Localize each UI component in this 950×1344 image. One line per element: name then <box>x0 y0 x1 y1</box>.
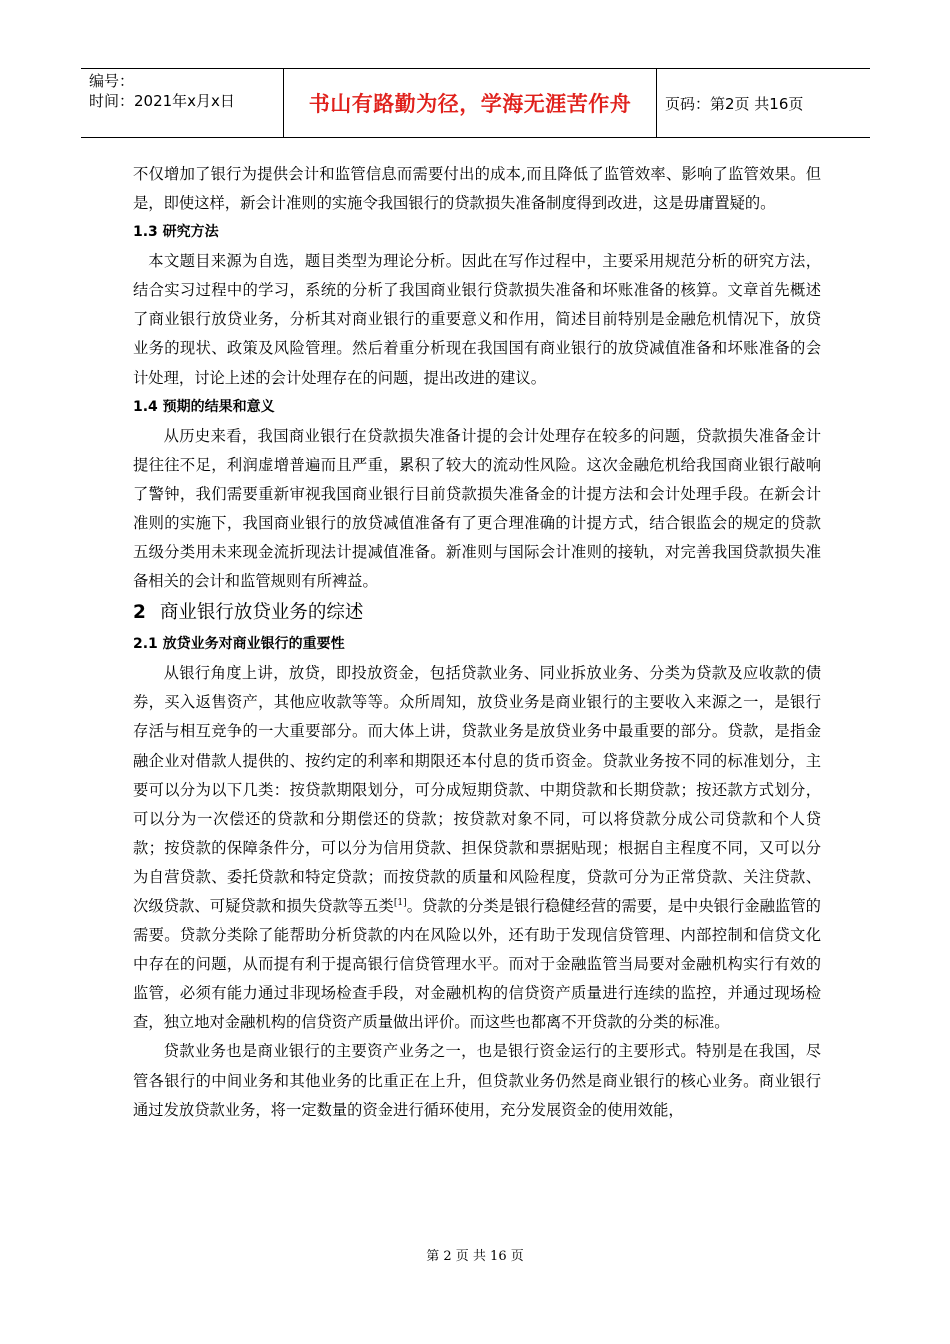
paragraph-loan-importance <box>133 659 821 1037</box>
paragraph-continued: 不仅增加了银行为提供会计和监管信息而需要付出的成本,而且降低了监管效率、影响了监管效果。但是，即使这样，新会计准则的实施令我国银行的贷款损失准备制度得到改进，这是毋庸置疑的。 <box>133 165 821 213</box>
paragraph-loan-core-business: 贷款业务也是商业银行的主要资产业务之一，也是银行资金运行的主要形式。特别是在我国，尽管各银行的中间业务和其他业务的比重正在上升，但贷款业务仍然是商业银行的核心业务。商业银行通过发放贷款业务，将一定数量的资金进行循环使用，充分发展资金的使用效能， <box>133 1042 821 1119</box>
heading-2-number: 2 <box>133 602 146 624</box>
heading-2-1: 2.1 放贷业务对商业银行的重要性 <box>133 636 345 653</box>
heading-1-4: 1.4 预期的结果和意义 <box>133 398 275 415</box>
number-label: 编号： <box>89 72 135 90</box>
paragraph-loan-importance-part2: 。贷款的分类是银行稳健经营的需要，是中央银行金融监管的需要。贷款分类除了能帮助分析贷款的内在风险以外，还有助于发现信贷管理、内部控制和信贷文化中存在的问题，从而提有利于提高银行信贷管理水平。而对于金融监管当局要对金融机构实行有效的监管，必须有能力通过非现场检查手段，对金融机构的信贷资产质量进行连续的监控，并通过现场检查，独立地对金融机构的信贷资产质量做出评价。而这些也都离不开贷款的分类的标准。 <box>133 896 821 1032</box>
page-footer: 第 2 页 共 16 页 <box>426 1249 524 1264</box>
paragraph-expected-results: 从历史来看，我国商业银行在贷款损失准备计提的会计处理存在较多的问题，贷款损失准备金计提往往不足，利润虚增普遍而且严重，累积了较大的流动性风险。这次金融危机给我国商业银行敲响了警钟，我们需要重新审视我国商业银行目前贷款损失准备金的计提方法和会计处理手段。在新会计准则的实施下，我国商业银行的放贷减值准备有了更合理准确的计提方式，结合银监会的规定的贷款五级分类用未来现金流折现法计提减值准备。新准则与国际会计准则的接轨，对完善我国贷款损失准备相关的会计和监管规则有所裨益。 <box>133 426 821 591</box>
heading-1-3: 1.3 研究方法 <box>133 224 219 241</box>
time-label: 时间：2021年x月x日 <box>89 92 235 110</box>
heading-2-title: 商业银行放贷业务的综述 <box>159 602 364 624</box>
document-body <box>133 160 821 1125</box>
paragraph-loan-importance-part1: 从银行角度上讲，放贷，即投放资金，包括贷款业务、同业拆放业务、分类为贷款及应收款的债券，买入返售资产，其他应收款等等。众所周知，放贷业务是商业银行的主要收入来源之一，是银行存活与相互竞争的一大重要部分。而大体上讲，贷款业务是放贷业务中最重要的部分。贷款，是指金融企业对借款人提供的、按约定的利率和期限还本付息的货币资金。贷款业务按不同的标准划分，主要可以分为以下几类：按贷款期限划分，可分成短期贷款、中期贷款和长期贷款；按还款方式划分，可以分为一次偿还的贷款和分期偿还的贷款；按贷款对象不同，可以将贷款分成公司贷款和个人贷款；按贷款的保障条件分，可以分为信用贷款、担保贷款和票据贴现；根据自主程度不同，又可以分为自营贷款、委托贷款和特定贷款；而按贷款的质量和风险程度，贷款可分为正常贷款、关注贷款、次级贷款、可疑贷款和损失贷款等五类 <box>133 664 821 915</box>
header-motto: 书山有路勤为径，学海无涯苦作舟 <box>284 69 657 137</box>
page-header <box>81 68 870 138</box>
citation-ref: [1] <box>393 897 407 908</box>
paragraph-research-method: 本文题目来源为自选，题目类型为理论分析。因此在写作过程中，主要采用规范分析的研究方法，结合实习过程中的学习，系统的分析了我国商业银行贷款损失准备和坏账准备的核算。文章首先概述了商业银行放贷业务，分析其对商业银行的重要意义和作用，简述目前特别是金融危机情况下，放贷业务的现状、政策及风险管理。然后着重分析现在我国国有商业银行的放贷减值准备和坏账准备的会计处理，讨论上述的会计处理存在的问题，提出改进的建议。 <box>133 252 821 387</box>
header-meta <box>81 69 284 137</box>
header-page-info: 页码：第2页 共16页 <box>665 94 804 113</box>
heading-2 <box>133 596 821 630</box>
